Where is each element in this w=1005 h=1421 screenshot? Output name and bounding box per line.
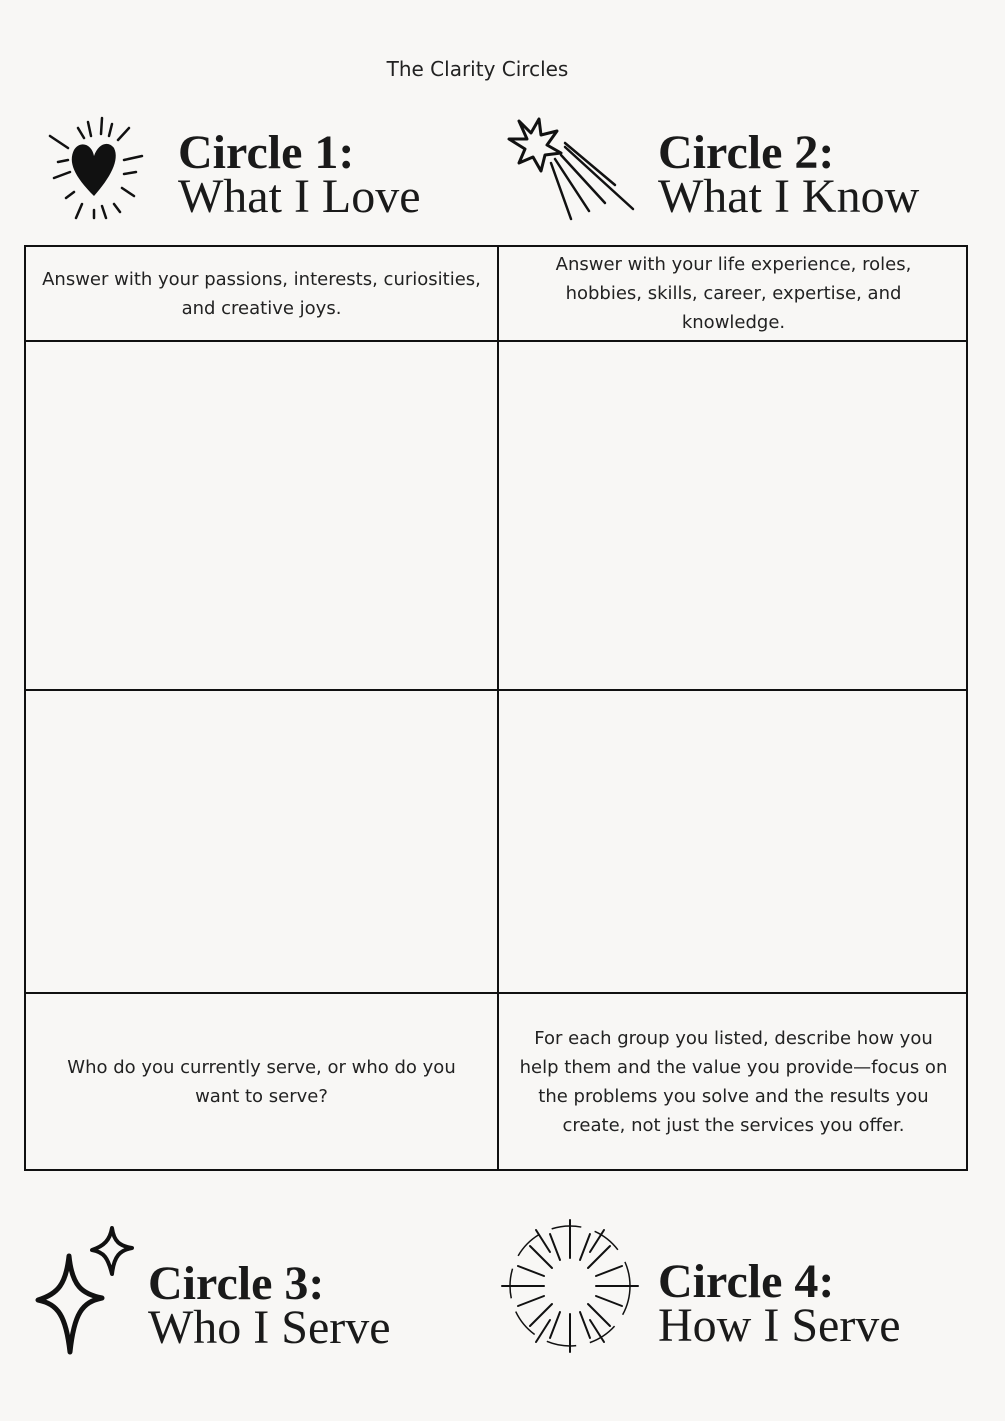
circle-2-label: Circle 2:: [658, 126, 835, 179]
circle-4-heading: [658, 1255, 901, 1352]
circle-4-label: Circle 4:: [658, 1255, 835, 1308]
circle-2-answer-area[interactable]: [499, 342, 968, 689]
circle-3-heading: [148, 1257, 391, 1354]
sparkles-icon: [34, 1226, 134, 1356]
worksheet-table: [24, 245, 968, 1171]
heart-icon: [44, 114, 144, 222]
circle-4-answer-area[interactable]: [499, 691, 968, 992]
circle-3-label: Circle 3:: [148, 1257, 325, 1310]
circle-3-prompt: Who do you currently serve, or who do you want to serve?: [67, 1056, 456, 1107]
circle-2-subtitle: What I Know: [658, 170, 920, 223]
sunburst-icon: [500, 1216, 640, 1356]
circle-1-subtitle: What I Love: [178, 170, 421, 223]
document-title: The Clarity Circles: [386, 57, 569, 81]
circle-4-subtitle: How I Serve: [658, 1299, 901, 1352]
circle-1-prompt: Answer with your passions, interests, curiosities, and creative joys.: [42, 268, 481, 319]
circle-4-prompt: For each group you listed, describe how you help them and the value you provide—focus on the problems you solve and the results you create, not just the services you offer.: [519, 1027, 948, 1136]
circle-2-prompt: Answer with your life experience, roles, hobbies, skills, career, expertise, and knowledge.: [555, 254, 912, 333]
circle-3-subtitle: Who I Serve: [148, 1301, 391, 1354]
shooting-star-icon: [505, 115, 637, 225]
circle-1-answer-area[interactable]: [26, 342, 497, 689]
circle-1-label: Circle 1:: [178, 126, 355, 179]
circle-2-heading: [658, 126, 920, 223]
circle-3-answer-area[interactable]: [26, 691, 497, 992]
circle-1-heading: [178, 126, 421, 223]
